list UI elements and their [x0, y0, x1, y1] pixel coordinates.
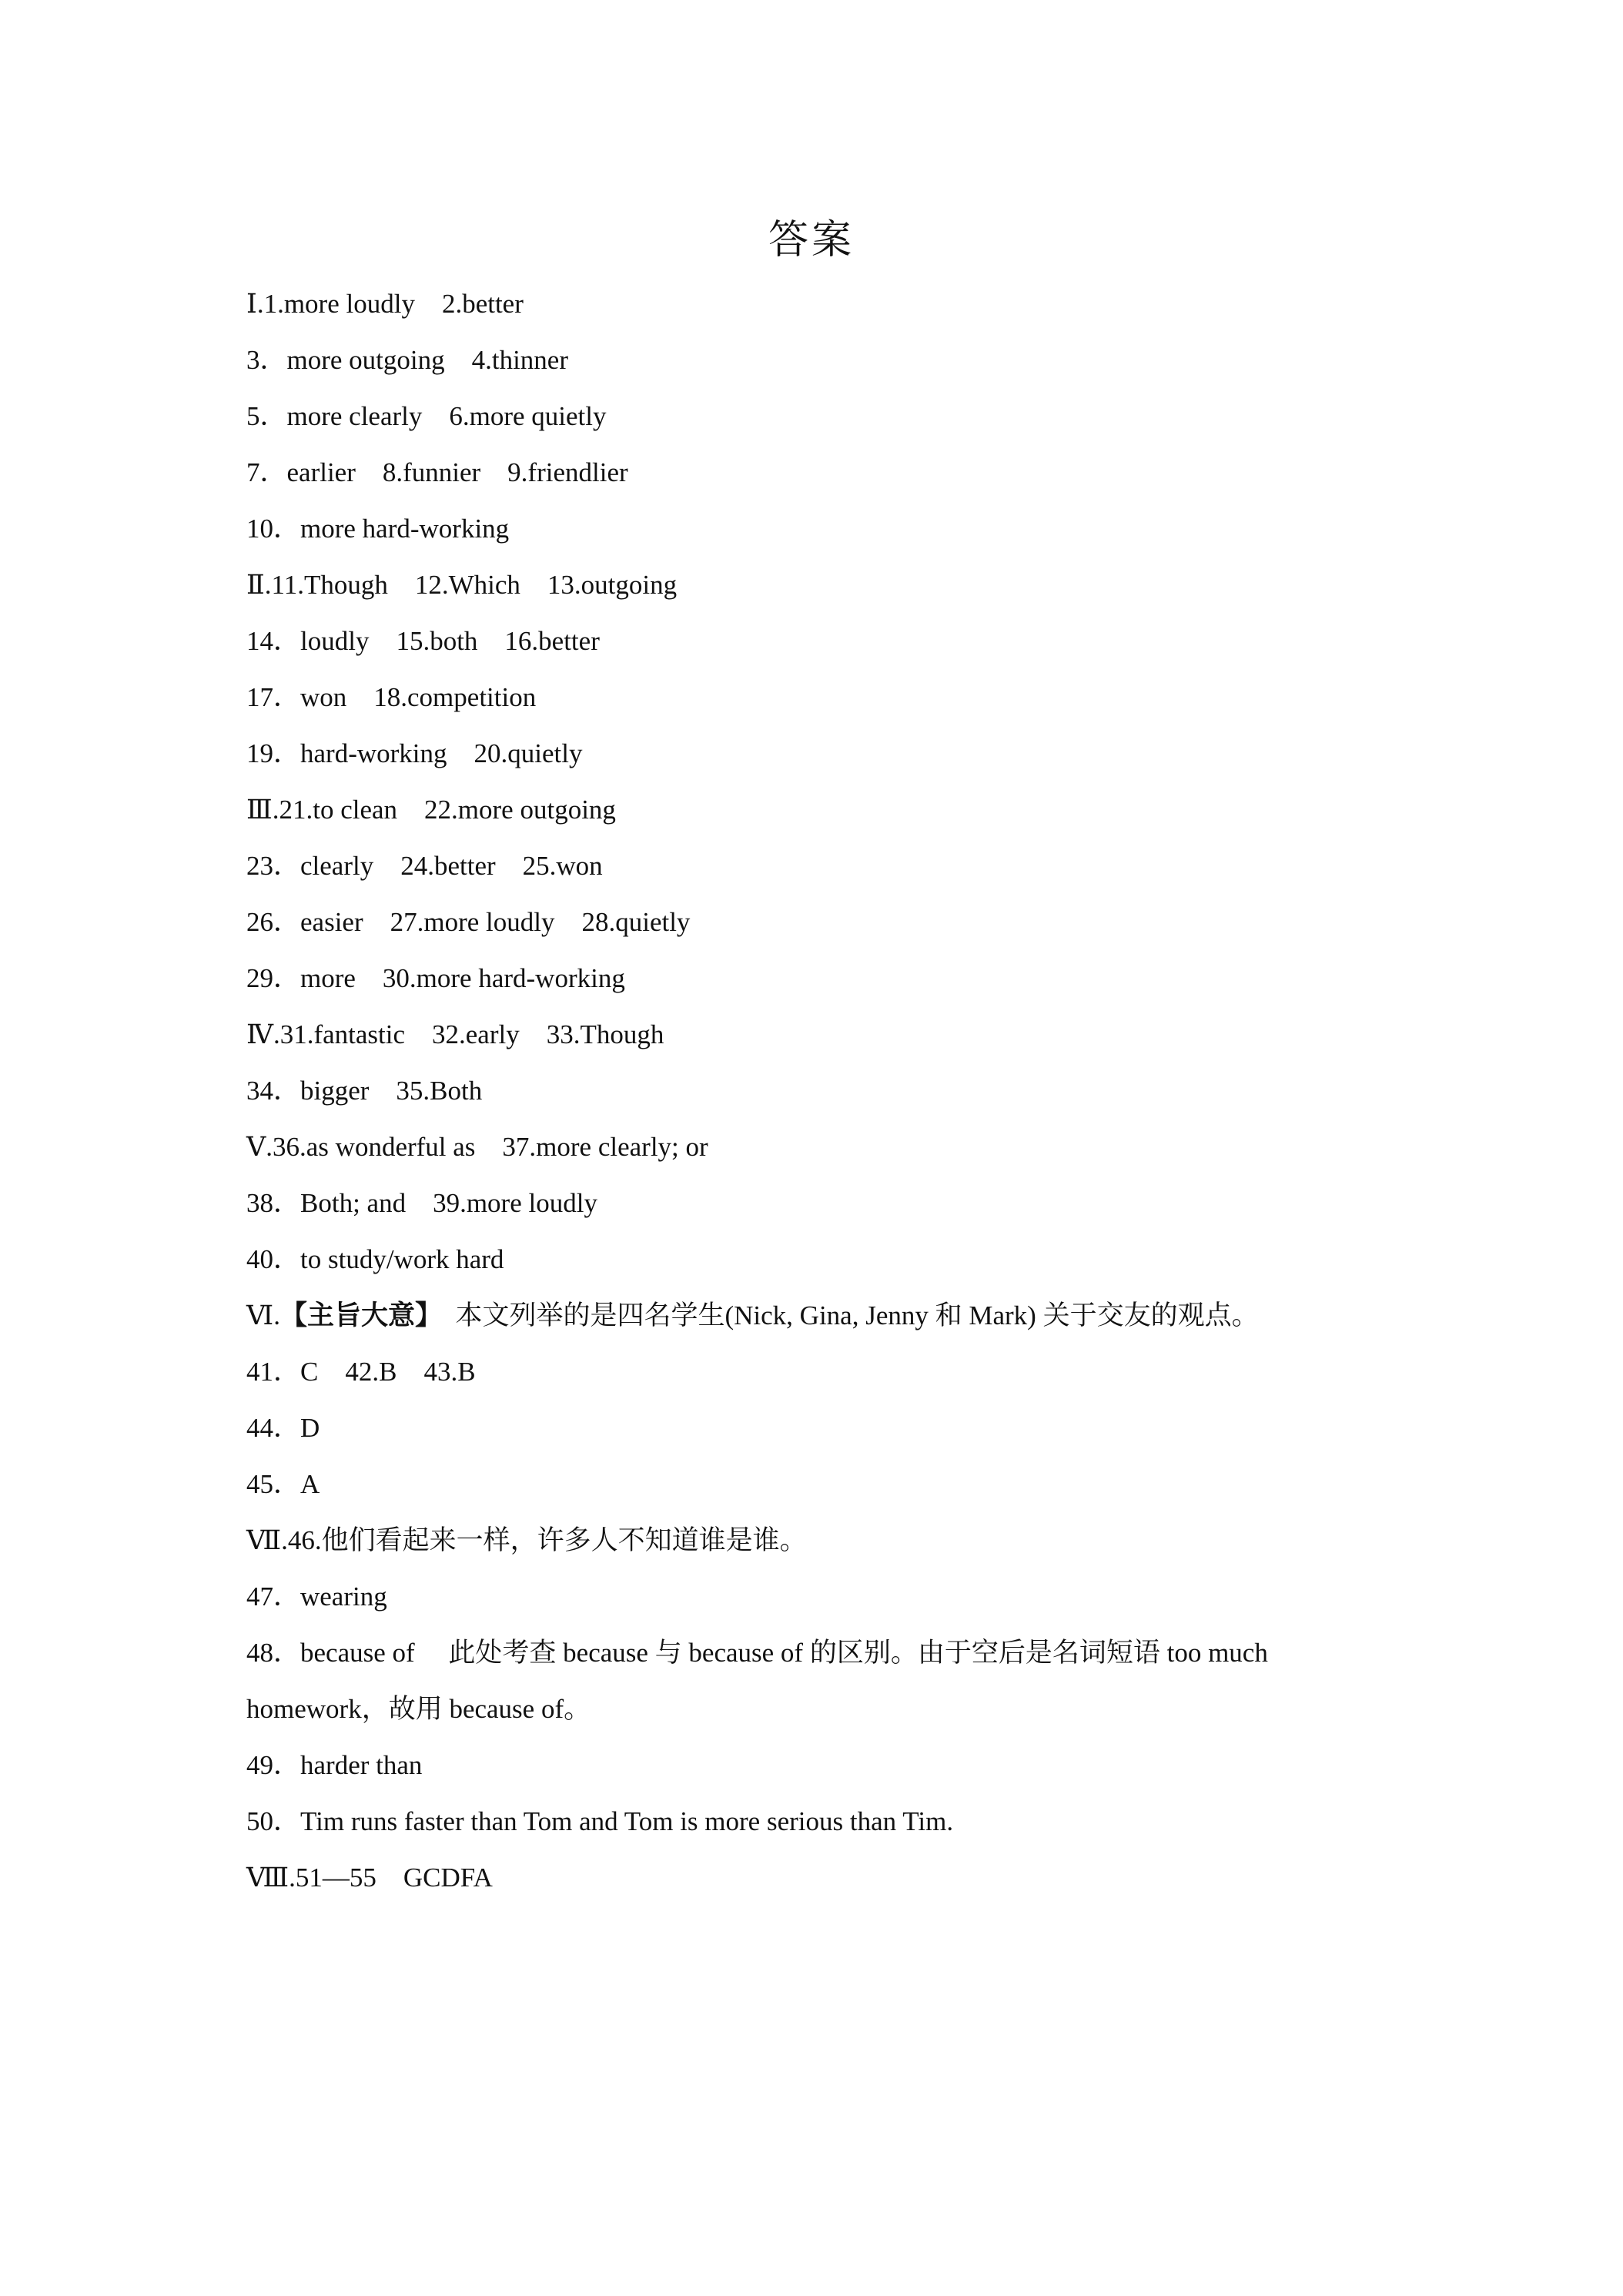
answer-line: 44．D: [246, 1413, 320, 1443]
answer-line: 50．Tim runs faster than Tom and Tom is more serious than Tim.: [246, 1806, 954, 1836]
page-title: 答案: [768, 217, 855, 263]
answer-line: 10．more hard-working: [246, 514, 510, 544]
answer-line: Ⅰ.1.more loudly 2.better: [246, 289, 524, 319]
answer-line: 5．more clearly 6.more quietly: [246, 401, 607, 431]
answer-line: Ⅱ.11.Though 12.Which 13.outgoing: [246, 570, 678, 600]
answer-line: 45．A: [246, 1469, 320, 1499]
answer-line: 34．bigger 35.Both: [246, 1076, 483, 1106]
main-idea-text: 本文列举的是四名学生(Nick, Gina, Jenny 和 Mark) 关于交友的观点。: [428, 1300, 1259, 1330]
answer-line: 41．C 42.B 43.B: [246, 1357, 476, 1387]
answer-line: 19．hard-working 20.quietly: [246, 738, 583, 768]
answer-line: 7．earlier 8.funnier 9.friendlier: [246, 457, 628, 487]
answer-line: 29．more 30.more hard-working: [246, 963, 625, 993]
answer-line: 26．easier 27.more loudly 28.quietly: [246, 907, 691, 937]
answer-line: 38．Both; and 39.more loudly: [246, 1188, 597, 1218]
section-number: Ⅵ.: [246, 1300, 280, 1330]
answer-explanation-line: 48．because of 此处考查 because 与 because of 的区别。由于空后是名词短语 too much homework，故用 because of。: [246, 1638, 1268, 1724]
answer-line: Ⅴ.36.as wonderful as 37.more clearly; or: [246, 1132, 708, 1162]
answer-line: Ⅳ.31.fantastic 32.early 33.Though: [246, 1019, 664, 1049]
answer-line: 17．won 18.competition: [246, 682, 537, 712]
answer-line: 47．wearing: [246, 1581, 387, 1612]
answer-line: Ⅷ.51—55 GCDFA: [246, 1863, 493, 1893]
main-idea-line: [246, 1287, 1417, 1344]
answer-list: [246, 276, 1417, 1906]
main-idea-heading: 【主旨大意】: [279, 1300, 429, 1331]
answer-line: Ⅲ.21.to clean 22.more outgoing: [246, 795, 616, 825]
answer-line: Ⅶ.46.他们看起来一样，许多人不知道谁是谁。: [246, 1525, 807, 1555]
answer-line: 40．to study/work hard: [246, 1244, 504, 1274]
answer-line: 49．harder than: [246, 1750, 423, 1780]
answer-line: 14．loudly 15.both 16.better: [246, 626, 600, 656]
answer-line: 23．clearly 24.better 25.won: [246, 851, 603, 881]
answer-line: 3．more outgoing 4.thinner: [246, 345, 569, 375]
